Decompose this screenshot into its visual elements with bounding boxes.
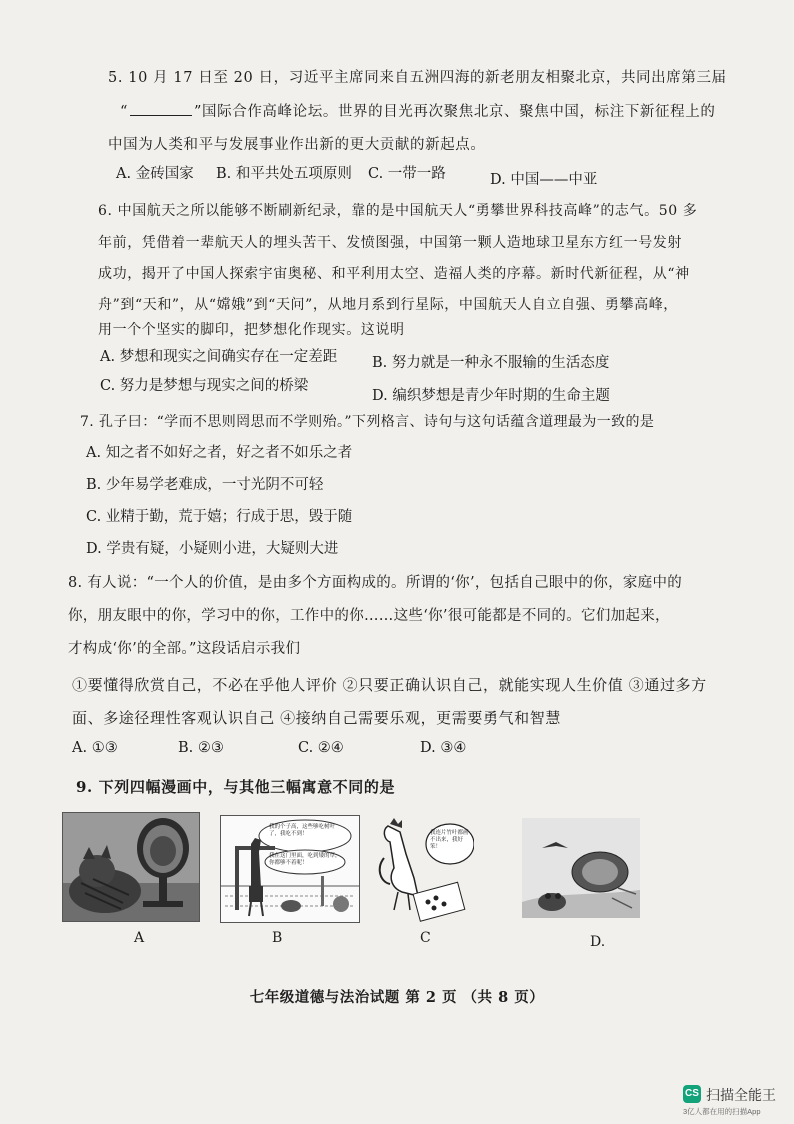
q7-option-c: C. 业精于勤，荒于嬉；行成于思，毁于随 (86, 509, 353, 525)
cartoon-c-image (378, 818, 474, 922)
q5-option-d: D. 中国——中亚 (490, 172, 598, 188)
cartoon-c-caption: C (420, 930, 431, 946)
q8-option-c: C. ②④ (298, 740, 344, 756)
q8-option-d: D. ③④ (420, 740, 467, 756)
q5-stem-line3: 中国为人类和平与发展事业作出新的更大贡献的新起点。 (108, 137, 486, 153)
cartoon-b-bubble-top: 我的个子高，这些够吃树叶了，我吃不到！ (269, 824, 336, 837)
q5-option-c: C. 一带一路 (368, 166, 446, 182)
q8-option-a: A. ①③ (72, 740, 118, 756)
q9-stem: 9. 下列四幅漫画中，与其他三幅寓意不同的是 (76, 778, 396, 796)
q8-statements-line1: ①要懂得欣赏自己，不必在乎他人评价 ②只要正确认识自己，就能实现人生价值 ③通过多方 (72, 676, 707, 694)
camscanner-name: 扫描全能王 (706, 1087, 776, 1103)
cartoon-b-image (220, 815, 360, 923)
q8-stem-line1: 8. 有人说：“一个人的价值，是由多个方面构成的。所谓的‘你’，包括自己眼中的你，家庭中的 (68, 575, 683, 591)
q7-option-b: B. 少年易学老难成，一寸光阴不可轻 (86, 477, 324, 493)
q8-stem-line3: 才构成‘你’的全部。”这段话启示我们 (68, 641, 301, 657)
camscanner-tagline: 3亿人都在用的扫描App (683, 1107, 761, 1116)
q6-stem-line3: 成功，揭开了中国人探索宇宙奥秘、和平利用太空、造福人类的序幕。新时代新征程，从“神 (98, 266, 690, 282)
q7-option-a: A. 知之者不如好之者，好之者不如乐之者 (86, 445, 353, 461)
q6-option-b: B. 努力就是一种永不服输的生活态度 (372, 355, 610, 371)
q7-stem: 7. 孔子曰：“学而不思则罔思而不学则殆。”下列格言、诗句与这句话蕴含道理最为一致的是 (80, 414, 655, 430)
cartoon-d-caption: D. (590, 934, 606, 950)
q5-stem-line1: 5. 10 月 17 日至 20 日，习近平主席同来自五洲四海的新老朋友相聚北京，共同出席第三届 (108, 70, 727, 86)
q7-option-d: D. 学贵有疑，小疑则小进，大疑则大进 (86, 541, 339, 557)
q5-option-a: A. 金砖国家 (116, 166, 194, 182)
q6-option-d: D. 编织梦想是青少年时期的生命主题 (372, 388, 610, 404)
q6-stem-line2: 年前，凭借着一辈航天人的埋头苦干、发愤图强，中国第一颗人造地球卫星东方红一号发射 (98, 235, 682, 251)
page-footer: 七年级道德与法治试题 第 2 页 （共 8 页） (249, 989, 545, 1006)
q6-stem-line1: 6. 中国航天之所以能够不断刷新纪录，靠的是中国航天人“勇攀世界科技高峰”的志气。50 多 (98, 203, 698, 219)
cartoon-a-caption: A (134, 930, 145, 946)
cartoon-b-bubble-mid: 我在这门里面，吃到矮的草，你都够不着呢！ (269, 853, 341, 866)
q6-stem-line5: 用一个个坚实的脚印，把梦想化作现实。这说明 (98, 322, 405, 338)
q5-stem-line2 (120, 100, 715, 121)
q5-option-b: B. 和平共处五项原则 (216, 166, 352, 182)
q6-stem-line4: 舟”到“天和”，从“嫦娥”到“天问”，从地月系到行星际，中国航天人自立自强、勇攀高峰， (98, 297, 678, 313)
cartoon-a-image (62, 812, 200, 922)
q5-answer-blank (130, 101, 192, 116)
q6-option-a: A. 梦想和现实之间确实存在一定差距 (100, 349, 338, 365)
q6-option-c: C. 努力是梦想与现实之间的桥梁 (100, 378, 309, 394)
q8-statements-line2: 面、多途径理性客观认识自己 ④接纳自己需要乐观，更需要勇气和智慧 (72, 709, 561, 727)
q5-quote-open: “ (120, 104, 129, 120)
q8-stem-line2: 你，朋友眼中的你，学习中的你，工作中的你……这些‘你’很可能都是不同的。它们加起来， (68, 608, 670, 624)
cartoon-d-image (522, 818, 640, 918)
camscanner-logo-icon: CS (683, 1085, 701, 1103)
q8-option-b: B. ②③ (178, 740, 224, 756)
cartoon-c-bubble: 我连片竹叶都画不出来，我好笨！ (430, 830, 469, 850)
cartoon-b-caption: B (272, 930, 283, 946)
q5-line2-text: ”国际合作高峰论坛。世界的目光再次聚焦北京、聚焦中国，标注下新征程上的 (194, 104, 716, 120)
